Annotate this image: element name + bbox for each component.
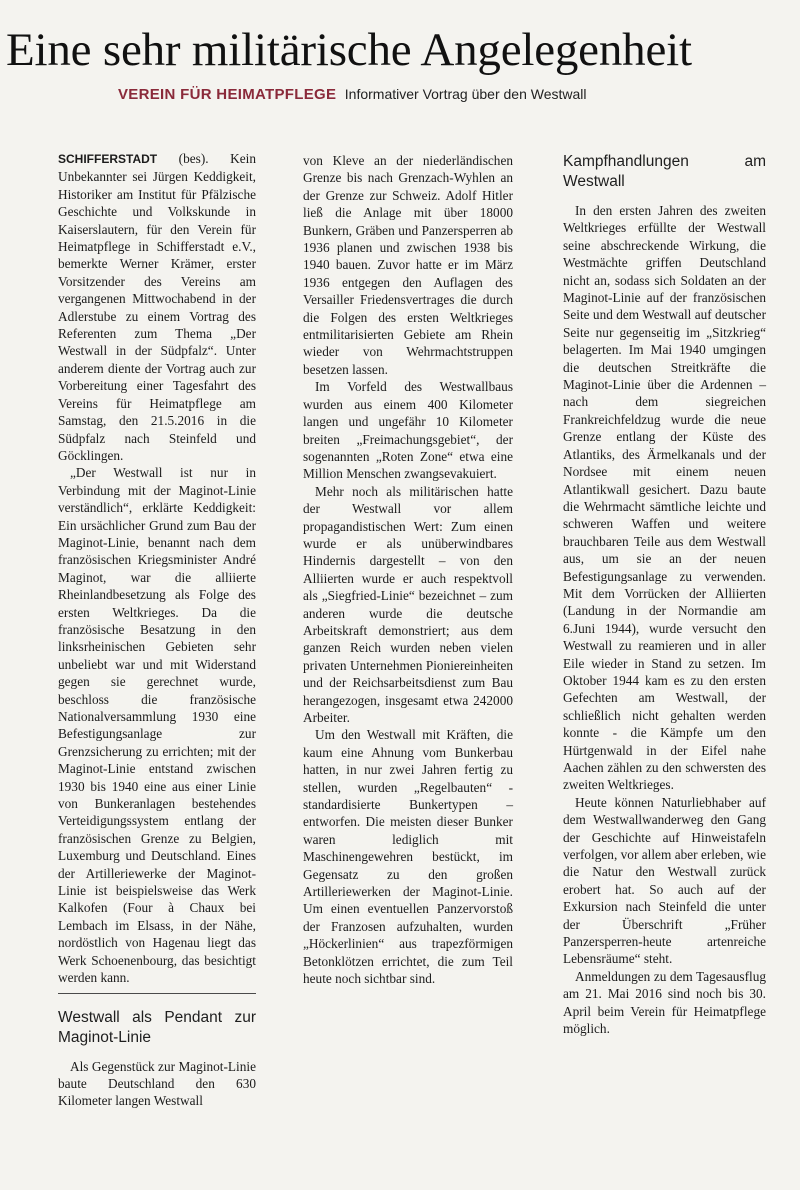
paragraph: von Kleve an der niederländischen Grenze bis nach Grenzach-Wyhlen an der Grenze zur Schweiz. Adolf Hitler ließ die Anlage mit über 18000 Bunkern, Gräben und Panzersperren ab 1936 planen und zwischen 1938 bis 1940 bauen. Zuvor hatte er im März 1936 entgegen den Auflagen des Versailler Friedensvertrages die durch die Folgen des ersten Weltkrieges entmilitarisierten Gebiete am Rhein wieder von Wehrmachtstruppen besetzen lassen. [303,153,513,377]
section-heading: Kampfhandlungen am Westwall [563,153,766,190]
paragraph: „Der Westwall ist nur in Verbindung mit der Maginot-Linie verständlich“, erklärte Keddigkeit: Ein ursächlicher Grund zum Bau der Maginot-Linie, benannt nach dem französischen Kriegsminister André Maginot, war die alliierte Rheinlandbesetzung als Folge des ersten Weltkrieges. Da die französische Besatzung in den linksrheinischen Gebieten sehr unbeliebt war und mit Widerstand gegen sie gerechnet wurde, beschloss die französische Nationalversammlung 1930 eine Befestigungsanlage zur Grenzsicherung zu errichten; mit der Maginot-Linie entstand zwischen 1930 bis 1940 eine aus einer Linie von Bunkeranlagen bestehendes Verteidigungssystem entlang der französischen Grenze zu Belgien, Luxemburg und Deutschland. Eines der Artilleriewerke der Maginot-Linie ist beispielsweise das Werk Kalkofen (Four à Chaux bei Lembach im Elsass, in der Nähe, nordöstlich von Hagenau liegt das Werk Schoenenbourg, das besichtigt werden kann. [58,465,256,986]
paragraph [58,150,256,464]
column-divider [58,993,256,994]
column-left [58,150,256,1110]
paragraph-text: (bes). Kein Unbekannter sei Jürgen Keddigkeit, Historiker am Institut für Pfälzische Geschichte und Volkskunde in Kaiserslautern, für den Verein für Heimatpflege in Schifferstadt e.V., bemerkte Werner Krämer, erster Vorsitzender des Vereins am vergangenen Mittwochabend in der Adlerstube zu einem Vortrag des Referenten zum Thema „Der Westwall in der Südpfalz“. Unter anderem diente der Vortrag auch zur Vorbereitung einer Tagesfahrt des Vereins für Heimatpflege am Samstag, den 21.5.2016 in die Südpfalz nach Steinfeld und Göcklingen. [58,151,256,463]
dateline: SCHIFFERSTADT [58,152,158,166]
paragraph: Mehr noch als militärischen hatte der Westwall vor allem propagandistischen Wert: Zum einen wurde er als unüberwindbares Hindernis dargestellt – von den Alliierten wurde er auch respektvoll als „Siegfried-Linie“ bezeichnet – zum anderen wurde die deutsche Arbeitskraft demonstriert; aus dem ganzen Reich wurden neben vielen privaten Unternehmen Pioniereinheiten und der Reichsarbeitsdienst zum Bau herangezogen, insgesamt etwa 242000 Arbeiter. [303,483,513,725]
paragraph: Als Gegenstück zur Maginot-Linie baute Deutschland den 630 Kilometer langen Westwall [58,1058,256,1109]
paragraph: In den ersten Jahren des zweiten Weltkrieges erfüllte der Westwall seine abschreckende Wirkung, die Westmächte griffen Deutschland nicht an, sodass sich Soldaten an der Maginot-Linie auf der französischen Seite und dem Westwall auf deutscher Seite nur gegenseitig im „Sitzkrieg“ belagerten. Im Mai 1940 umgingen die deutschen Streitkräfte die Maginot-Linie über die Ardennen – nach dem siegreichen Frankreichfeldzug wurde die neue Grenze entlang der Küste des Atlantiks, des Ärmelkanals und der Nordsee mit einem neuen Atlantikwall gesichert. Dazu baute die Wehrmacht sämtliche leichte und schweren Waffen und weitere brauchbaren Teile aus dem Westwall aus, um sie an der neuen Befestigungsanlage zu verwenden. Mit dem Vorrücken der Alliierten (Landung in der Normandie am 6.Juni 1944), wurde versucht den Westwall zu reamieren und in aller Eile wieder in Stand zu setzen. Im Oktober 1944 kam es zu den ersten Gefechten am Westwall, der schließlich nicht gehalten werden konnte - die Kämpfe um den Hürtgenwald in der Eifel nahe Aachen zählen zu den schwersten des zweiten Weltkrieges. [563,203,766,793]
paragraph: Um den Westwall mit Kräften, die kaum eine Ahnung vom Bunkerbau hatten, in nur zwei Jahren fertig zu stellen, wurden „Regelbauten“ - standardisierte Bunkertypen – entworfen. Die meisten dieser Bunker waren lediglich mit Maschinengewehren bestückt, im Gegensatz zu den großen Artilleriewerken der Maginot-Linie. Um einen eventuellen Panzervorstoß der Franzosen aufzuhalten, wurden „Höckerlinien“ aus trapezförmigen Betonklötzen errichtet, die zum Teil heute noch sichtbar sind. [303,727,513,987]
article-subtitle: Informativer Vortrag über den Westwall [344,86,587,102]
section-kicker: VEREIN FÜR HEIMATPFLEGE [118,86,337,103]
article-headline: Eine sehr militärische Angelegenheit [6,24,692,76]
column-right [563,152,766,1038]
paragraph: Heute können Naturliebhaber auf dem Westwallwanderweg den Gang der Geschichte auf Hinweistafeln verfolgen, vor allem aber erleben, wie die Natur den Westwall zurück erobert hat. So auch auf der Exkursion nach Steinfeld die unter der Überschrift „Früher Panzersperren-heute artenreiche Lebensräume“ steht. [563,794,766,967]
article-subhead [118,86,587,104]
column-middle [303,152,513,988]
section-heading: Westwall als Pendant zur Maginot-Linie [58,1008,256,1046]
paragraph: Im Vorfeld des Westwallbaus wurden aus einem 400 Kilometer langen und ungefähr 10 Kilometer breiten „Freimachungsgebiet“, der sogenannten „Roten Zone“ etwa eine Million Menschen zwangsevakuiert. [303,379,513,482]
paragraph: Anmeldungen zu dem Tagesausflug am 21. Mai 2016 sind noch bis 30. April beim Verein für Heimatpflege möglich. [563,968,766,1037]
